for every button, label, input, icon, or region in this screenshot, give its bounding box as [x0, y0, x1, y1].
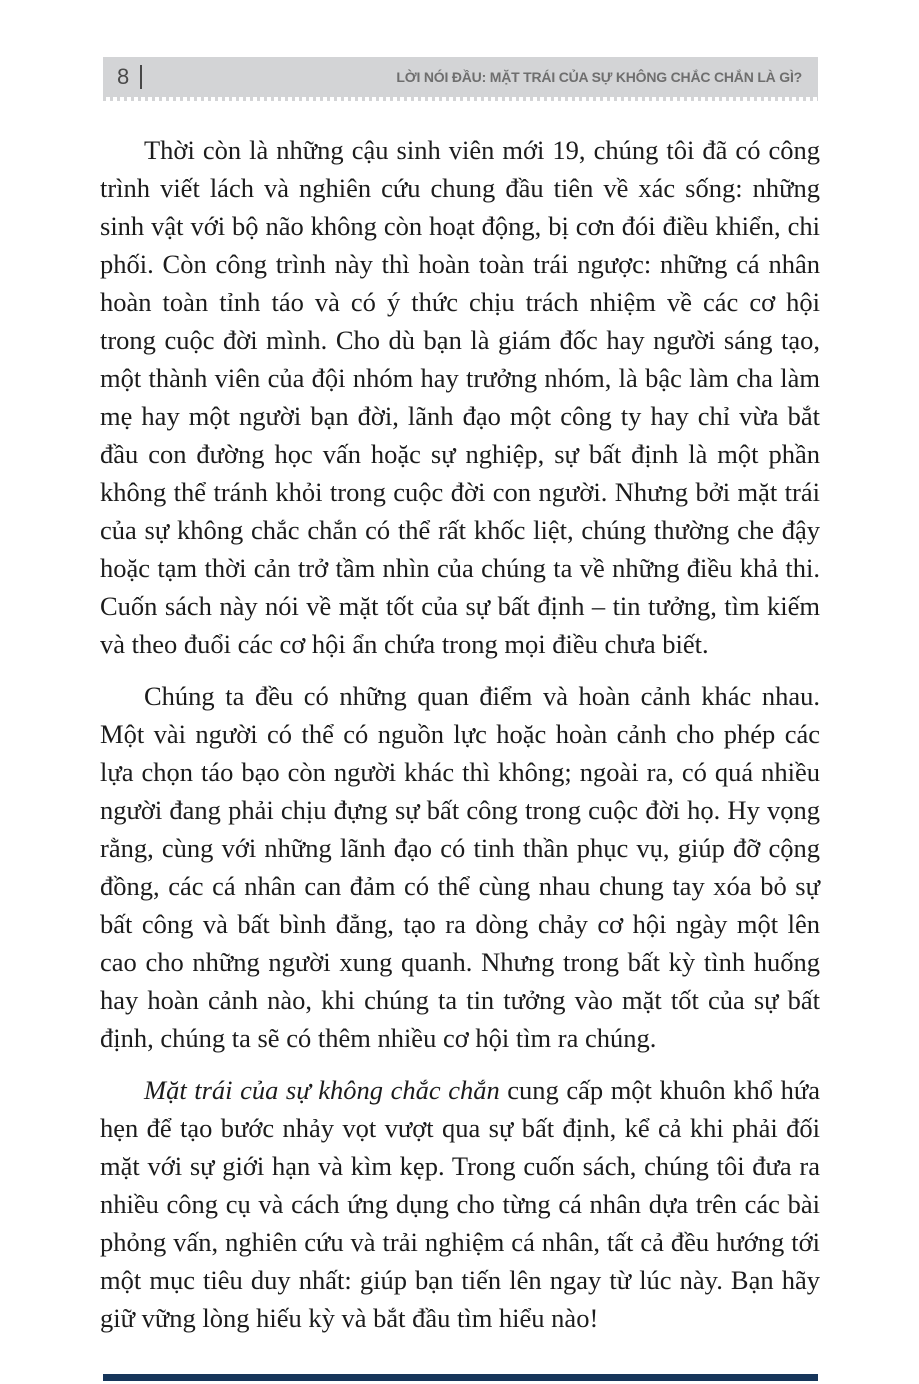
- footer-bar: [103, 1374, 818, 1381]
- running-header-bar: [103, 57, 818, 97]
- paragraph: [100, 677, 820, 1057]
- paragraph-text: Chúng ta đều có những quan điểm và hoàn cảnh khác nhau. Một vài người có thể có nguồn lực hoặc hoàn cảnh cho phép các lựa chọn táo bạo còn người khác thì không; ngoài ra, có quá nhiều người đang phải chịu đựng sự bất công trong cuộc đời họ. Hy vọng rằng, cùng với những lãnh đạo có tinh thần phục vụ, giúp đỡ cộng đồng, các cá nhân can đảm có thể cùng nhau chung tay xóa bỏ sự bất công và bất bình đẳng, tạo ra dòng chảy cơ hội ngày một lên cao cho những người xung quanh. Nhưng trong bất kỳ tình huống hay hoàn cảnh nào, khi chúng ta tin tưởng vào mặt tốt của sự bất định, chúng ta sẽ có thêm nhiều cơ hội tìm ra chúng.: [100, 681, 820, 1053]
- header-divider: [140, 65, 142, 89]
- paragraph-text: Thời còn là những cậu sinh viên mới 19, chúng tôi đã có công trình viết lách và nghiên cứu chung đầu tiên về xác sống: những sinh vật với bộ não không còn hoạt động, bị cơn đói điều khiển, chi phối. Còn công trình này thì hoàn toàn trái ngược: những cá nhân hoàn toàn tỉnh táo và có ý thức chịu trách nhiệm về các cơ hội trong cuộc đời mình. Cho dù bạn là giám đốc hay người sáng tạo, một thành viên của đội nhóm hay trưởng nhóm, là bậc làm cha làm mẹ hay một người bạn đời, lãnh đạo một công ty hay chỉ vừa bắt đầu con đường học vấn hoặc sự nghiệp, sự bất định là một phần không thể tránh khỏi trong cuộc đời con người. Nhưng bởi mặt trái của sự không chắc chắn có thể rất khốc liệt, chúng thường che đậy hoặc tạm thời cản trở tầm nhìn của chúng ta về những điều khả thi. Cuốn sách này nói về mặt tốt của sự bất định – tin tưởng, tìm kiếm và theo đuổi các cơ hội ẩn chứa trong mọi điều chưa biết.: [100, 135, 820, 659]
- book-title-italic: Mặt trái của sự không chắc chắn: [144, 1075, 500, 1105]
- paragraph: [100, 131, 820, 663]
- paragraph-text: cung cấp một khuôn khổ hứa hẹn để tạo bước nhảy vọt vượt qua sự bất định, kể cả khi phải đối mặt với sự giới hạn và kìm kẹp. Trong cuốn sách, chúng tôi đưa ra nhiều công cụ và cách ứng dụng cho từng cá nhân dựa trên các bài phỏng vấn, nghiên cứu và trải nghiệm cá nhân, tất cả đều hướng tới một mục tiêu duy nhất: giúp bạn tiến lên ngay từ lúc này. Bạn hãy giữ vững lòng hiếu kỳ và bắt đầu tìm hiểu nào!: [100, 1075, 820, 1333]
- paragraph: [100, 1071, 820, 1337]
- body-text-block: [100, 131, 820, 1351]
- running-title: LỜI NÓI ĐẦU: MẶT TRÁI CỦA SỰ KHÔNG CHẮC CHẮN LÀ GÌ?: [396, 69, 802, 85]
- page-number: 8: [117, 64, 130, 89]
